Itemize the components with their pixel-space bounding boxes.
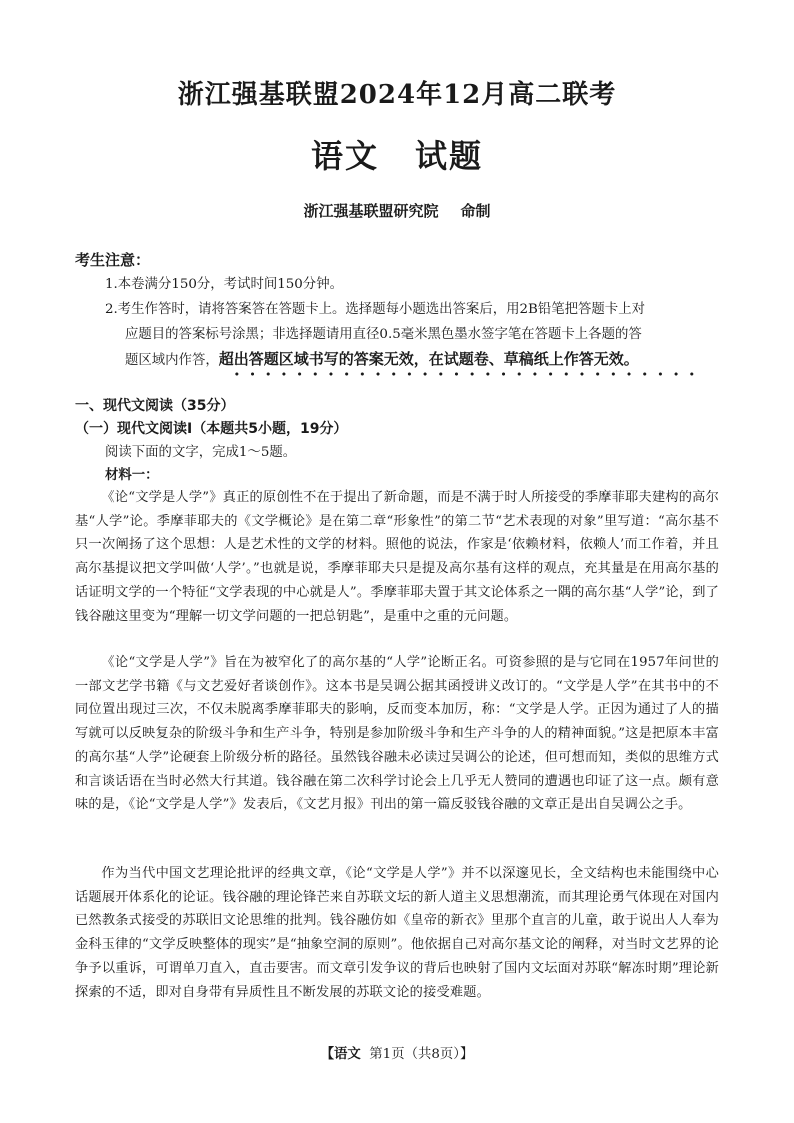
notice-item-2-line-2: 应题目的答案标号涂黑；非选择题请用直径0.5毫米黑色墨水签字笔在答题卡上各题的答: [125, 327, 642, 342]
notice-item-2-line-3: [75, 347, 727, 373]
issuer-line: [0, 200, 794, 221]
notice-heading: 考生注意：: [75, 251, 151, 269]
issuer-name: 浙江强基联盟研究院: [303, 202, 439, 220]
paragraph-text: 作为当代中国文艺理论批评的经典文章，《论“文学是人学”》并不以深邃见长，全文结构也未能围绕中心话题展开体系化的论证。钱谷融的理论锋芒来自苏联文坛的新人道主义思想潮流，而其理论勇气体现在对国内已然教条式接受的苏联旧文论思维的批判。钱谷融仿如《皇帝的新衣》里那个直言的儿童，敢于说出人人奉为金科玉律的“文学反映整体的现实”是“抽象空洞的原则”。他依据自己对高尔基文论的阐释，对当时文艺界的论争予以重诉，可谓单刀直入，直击要害。而文章引发争议的背后也映射了国内文坛面对苏联“解冻时期”理论新探索的不适，即对自身带有异质性且不断发展的苏联文论的接受难题。: [75, 866, 719, 1000]
section-title: 一、现代文阅读（35分）: [75, 398, 235, 414]
page-footer: [0, 1043, 794, 1062]
paragraph-text: 《论“文学是人学”》旨在为被窄化了的高尔基的“人学”论断正名。可资参照的是与它同在1957年问世的一部文艺学书籍《与文艺爱好者谈创作》。这本书是吴调公据其函授讲义改订的。“文学是人学”在其书中的不同位置出现过三次，不仅未脱离季摩菲耶夫的影响，反而变本加厉，称：“文学是人学。正因为通过了人的描写就可以反映复杂的阶级斗争和生产斗争，特别是参加阶级斗争和生产斗争的人的精神面貌。”这是把原本丰富的高尔基“人学”论硬套上阶级分析的路径。虽然钱谷融未必读过吴调公的论述，但可想而知，类似的思维方式和言谈话语在当时必然大行其道。钱谷融在第二次科学讨论会上几乎无人赞同的遭遇也印证了这一点。颇有意味的是，《论“文学是人学”》发表后，《文艺月报》刊出的第一篇反驳钱谷融的文章正是出自吴调公之手。: [75, 655, 719, 813]
reading-instruction: 阅读下面的文字，完成1～5题。: [105, 445, 297, 460]
paper-type: 试题: [415, 137, 484, 175]
exam-title: 浙江强基联盟2024年12月高二联考: [177, 80, 617, 110]
subject-name: 语文: [310, 137, 379, 175]
notice-emphasis-text: 超出答题区域书写的答案无效，在试题卷、草稿纸上作答无效。: [218, 350, 639, 368]
subsection-title: （一）现代文阅读Ⅰ（本题共5小题，19分）: [75, 421, 348, 437]
paragraph-text: 《论“文学是人学”》真正的原创性不在于提出了新命题，而是不满于时人所接受的季摩菲耶夫建构的高尔基“人学”论。季摩菲耶夫的《文学概论》是在第二章“形象性”的第二节“艺术表现的对象”里写道：“高尔基不只一次阐扬了这个思想：人是艺术性的文学的材料。照他的说法，作家是‘依赖材料，依赖人’而工作着，并且高尔基提议把文学叫做‘人学’。”也就是说，季摩菲耶夫只是提及高尔基有这样的观点，充其量是在用高尔基的话证明文学的一个特征“文学表现的中心就是人”。季摩菲耶夫置于其文论体系之一隅的高尔基“人学”论，到了钱谷融这里变为“理解一切文学问题的一把总钥匙”，是重中之重的元问题。: [75, 490, 719, 624]
paragraph-1: [75, 486, 719, 628]
notice-item-2-line-1: 2.考生作答时，请将答案答在答题卡上。选择题每小题选出答案后，用2B铅笔把答题卡上对: [105, 302, 645, 317]
material-label: 材料一：: [105, 468, 159, 483]
emphasis-dots: [229, 371, 699, 377]
notice-item-1: 1.本卷满分150分，考试时间150分钟。: [105, 277, 343, 292]
paragraph-3: [75, 862, 719, 1004]
subject-title: [0, 131, 794, 177]
footer-subject: 【语文: [320, 1047, 361, 1062]
footer-page-number: 第1页（共8页）】: [369, 1047, 474, 1062]
paragraph-2: [75, 651, 719, 817]
issuer-role: 命制: [460, 202, 491, 220]
notice-plain-text: 题区域内作答，: [125, 353, 219, 368]
notice-item-2: [75, 297, 727, 373]
